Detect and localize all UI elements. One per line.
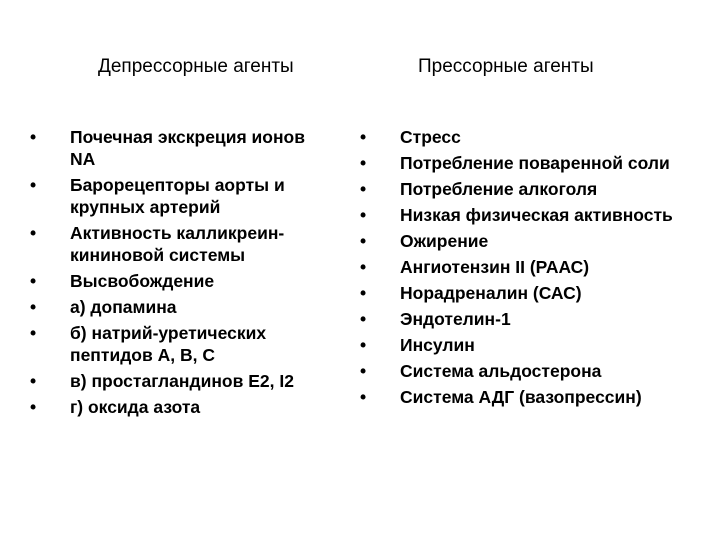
list-item: • Барорецепторы аорты и крупных артерий bbox=[30, 174, 330, 218]
depressor-agents-list bbox=[30, 126, 330, 422]
list-item: • Ангиотензин II (РААС) bbox=[360, 256, 710, 278]
list-item: • Низкая физическая активность bbox=[360, 204, 710, 226]
list-item: • Эндотелин-1 bbox=[360, 308, 710, 330]
list-item: • Система альдостерона bbox=[360, 360, 710, 382]
list-item: • Норадреналин (САС) bbox=[360, 282, 710, 304]
list-item: • Высвобождение bbox=[30, 270, 330, 292]
list-item: • Система АДГ (вазопрессин) bbox=[360, 386, 710, 408]
list-item: • г) оксида азота bbox=[30, 396, 330, 418]
depressor-agents-title: Депрессорные агенты bbox=[98, 56, 294, 77]
list-item: • Почечная экскреция ионов NA bbox=[30, 126, 330, 170]
list-item: • Инсулин bbox=[360, 334, 710, 356]
list-item: • а) допамина bbox=[30, 296, 330, 318]
list-item: • в) простагландинов Е2, I2 bbox=[30, 370, 330, 392]
pressor-agents-title: Прессорные агенты bbox=[418, 56, 594, 77]
list-item: • Активность калликреин-кининовой системы bbox=[30, 222, 330, 266]
list-item: • Потребление поваренной соли bbox=[360, 152, 710, 174]
list-item: • Ожирение bbox=[360, 230, 710, 252]
pressor-agents-list bbox=[360, 126, 710, 412]
list-item: • Потребление алкоголя bbox=[360, 178, 710, 200]
list-item: • Стресс bbox=[360, 126, 710, 148]
list-item: • б) натрий-уретических пептидов А, В, С bbox=[30, 322, 330, 366]
